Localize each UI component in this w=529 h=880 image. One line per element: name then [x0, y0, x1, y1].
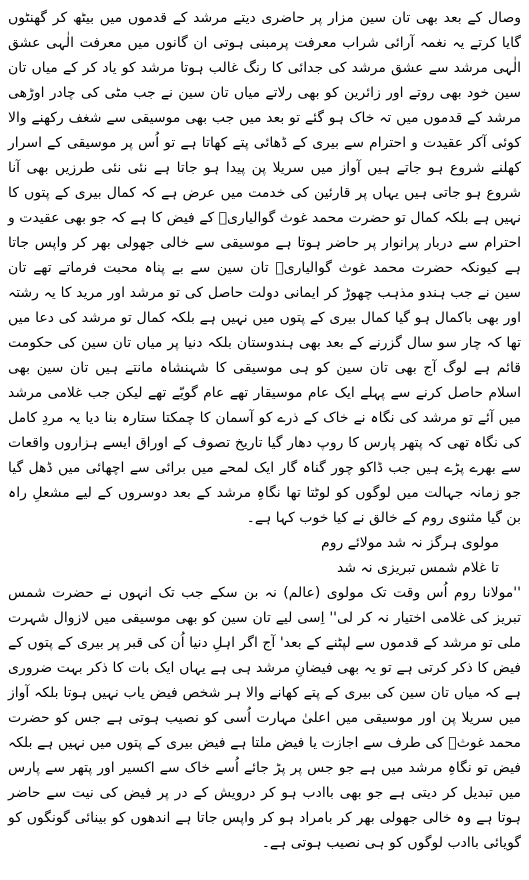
body-paragraph: ''مولانا روم اُس وقت تک مولوی (عالم) نہ بن سکے جب تک انہوں نے حضرت شمس تبریز کی غلامی اختیار نہ کر لی'' اِسی لیے تان سین کو بھی موسیقی میں لازوال شہرت ملی تو مرشد کے قدموں سے لپٹنے کے بعد' آج اگر اہلِ دنیا اُن کی قبر پر بیری کے پتوں کے فیض کا ذکر کرتی ہے تو یہ بھی فیضانِ مرشد ہی ہے یہاں ایک بات کا ذکر بہت ضروری ہے کہ میاں تان سین کی بیری کے پتے کھانے والا ہر شخص فیض یاب نہیں ہوتا بلکہ آواز میں سریلا پن اور موسیقی میں اعلیٰ مہارت اُسی کو نصیب ہوتی ہے جس کو حضرت محمد غوثؒ کی طرف سے اجازت یا فیض ملتا ہے فیض بیری کے پتوں میں نہیں ہے بلکہ فیض تو نگاہِ مرشد میں ہے جو جس پر پڑ جائے اُسے خاک سے اکسیر اور پتھر سے پارس میں تبدیل کر دیتی ہے جو بھی باادب ہو کر درویش کے در پر فیض کی نیت سے حاضر ہوتا ہے وہ خالی جھولی بھر کر بامراد ہو کر واپس جاتا ہے اندھوں کو بینائی گونگوں کو گویائی باادب لوگوں کو ہی نصیب ہوتی ہے۔: [8, 585, 521, 851]
body-paragraph: وصال کے بعد بھی تان سین مزار پر حاضری دیتے مرشد کے قدموں میں بیٹھ کر گھنٹوں گایا کرتے یہ نغمہ آرائی شراب معرفت پرمبنی ہوتی ان گانوں میں معرفت الٰہی عشق الٰہی مرشد سے عشق مرشد کی جدائی کا رنگ غالب ہوتا مرشد کو یاد کر کے میاں تان سین خود بھی روتے اور زائرین کو بھی رلاتے میاں تان سین نے جب مٹی کی چادر اوڑھی مرشد کے قدموں میں تہ خاک ہو گئے تو بعد میں جب بھی موسیقی سے شغف رکھنے والا کوئی آکر عقیدت و احترام سے بیری کے ڈھائی پتے کھاتا ہے تو اُس پر موسیقی کے اسرار کھلنے شروع ہو جاتے ہیں آواز میں سریلا پن پیدا ہو جاتا ہے نئی نئی طرزیں بھی آنا شروع ہو جاتی ہیں یہاں پر قارئین کی خدمت میں عرض ہے کہ کمال بیری کے پتوں کا نہیں ہے بلکہ کمال تو حضرت محمد غوث گوالیاریؒ کے فیض کا ہے کہ جو بھی عقیدت و احترام سے دربار پرانوار پر حاضر ہوتا ہے موسیقی سے خالی جھولی بھر کر واپس جاتا ہے کیونکہ حضرت محمد غوث گوالیاریؒ تان سین سے بے پناہ محبت فرماتے تھے تان سین نے جب ہندو مذہب چھوڑ کر ایمانی دولت حاصل کی تو مرشد اور مرید کا یہ رشتہ اور بھی باکمال ہو گیا کمال بیری کے پتوں میں نہیں ہے بلکہ کمال تو مرشد کی دعا میں تھا کہ چار سو سال گزرنے کے بعد بھی ہندوستان بلکہ دنیا پر میاں تان سین کی حکومت قائم ہے لوگ آج بھی تان سین کو ہی موسیقی کا شہنشاہ مانتے ہیں تان سین بھی اسلام حاصل کرنے سے پہلے ایک عام موسیقار تھے عام گویّے تھے لیکن جب غلامی مرشد میں آئے تو مرشد کی نگاہ نے خاک کے ذرے کو آسمان کا چمکتا ستارہ بنا دیا یہ مردِ کامل کی نگاہ تھی کہ پتھر پارس کا روپ دھار گیا تاریخ تصوف کے اوراق ایسے ہزاروں واقعات سے بھرے پڑے ہیں جب ڈاکو چور گناہ گار ایک لمحے میں برائی سے اچھائی میں ڈھل گیا جو زمانہ جہالت میں لوگوں کو لوٹتا تھا نگاہِ مرشد کے بعد دوسروں کے لیے مشعلِ راہ بن گیا مثنوی روم کے خالق نے کیا خوب کہا ہے۔: [8, 10, 521, 526]
verse-line: مولوی ہرگز نہ شد مولائے روم: [321, 535, 499, 551]
verse-line: تا غلام شمس تبریزی نہ شد: [336, 560, 499, 576]
